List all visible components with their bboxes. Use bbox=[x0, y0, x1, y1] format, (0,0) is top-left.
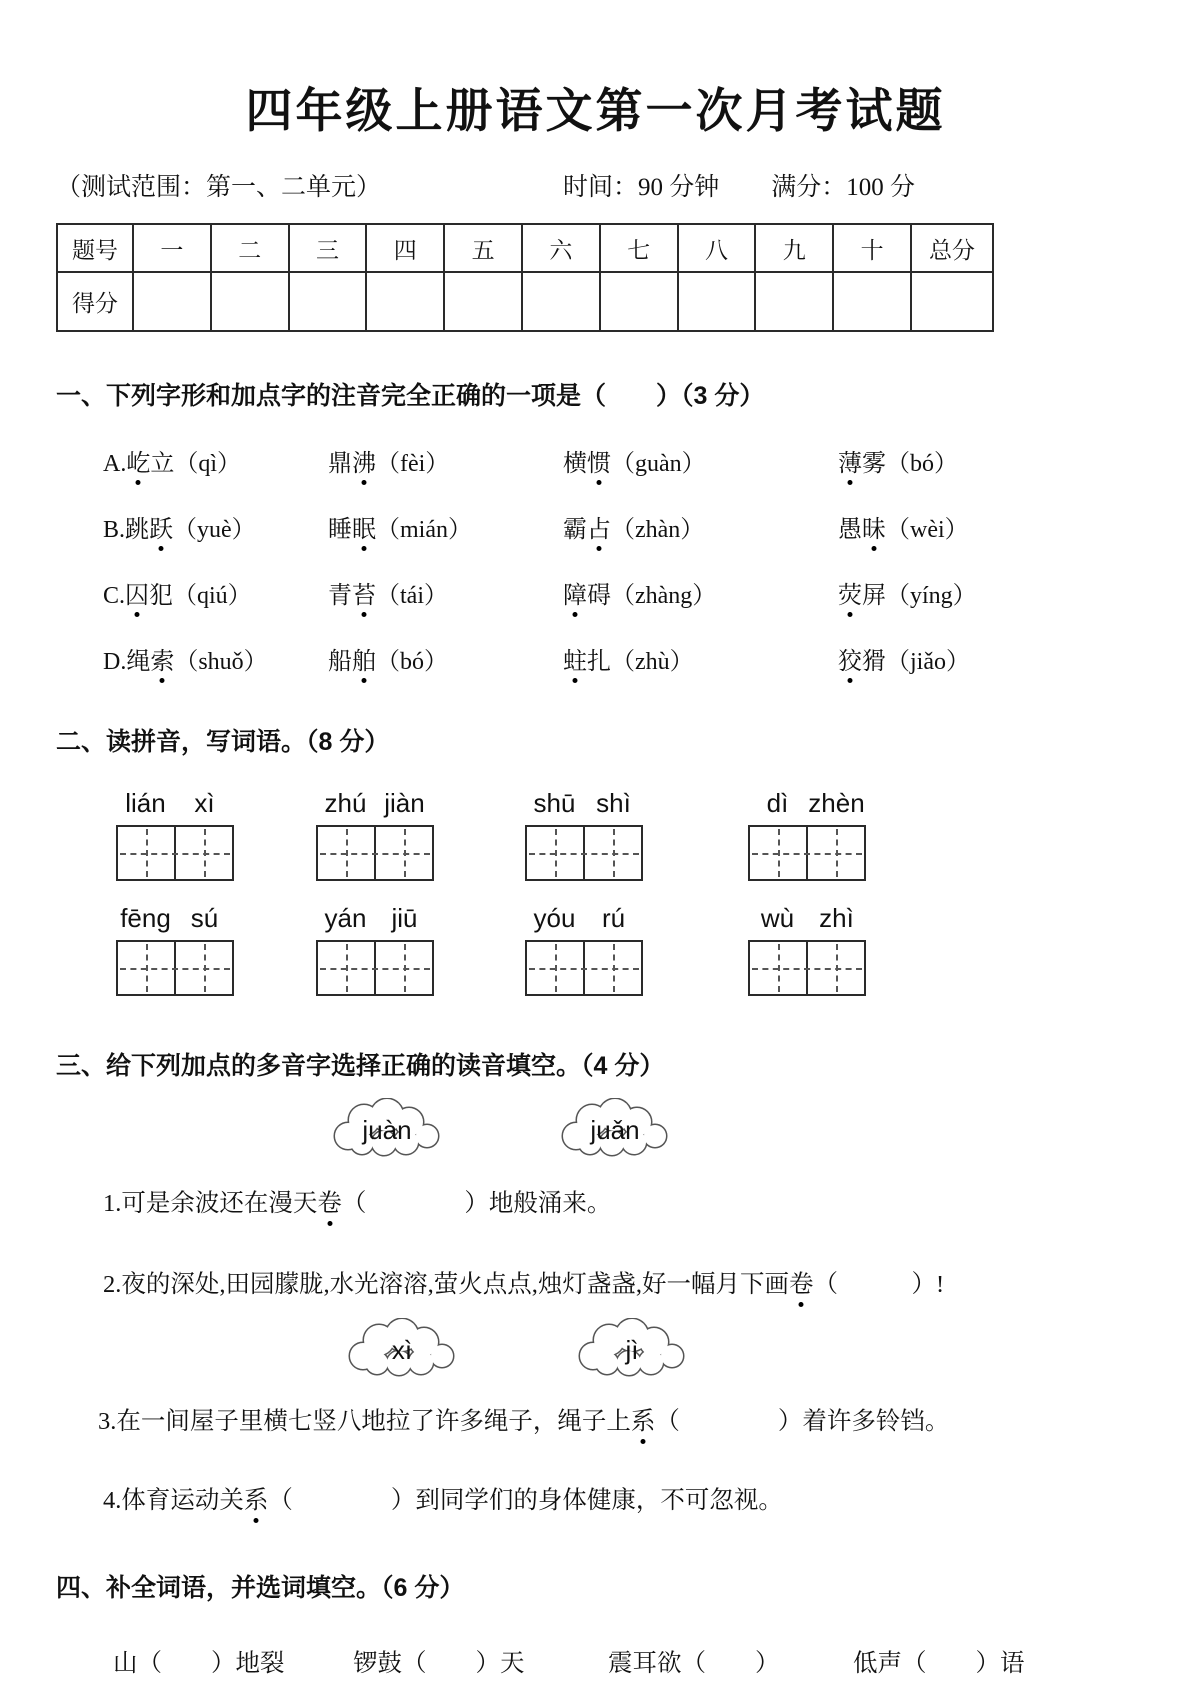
option-word: A.屹立（qì） bbox=[103, 443, 328, 478]
idiom-blank: 锣鼓（ ）天 bbox=[353, 1650, 525, 1677]
test-scope: （测试范围：第一、二单元） bbox=[56, 174, 382, 201]
pinyin-writing-grid bbox=[116, 788, 1135, 996]
writing-box bbox=[525, 825, 643, 881]
pronunciation-clouds-juan bbox=[328, 1098, 1135, 1160]
score-blank-cell bbox=[289, 272, 367, 331]
pronunciation-clouds-xi-ji bbox=[343, 1318, 1135, 1380]
score-header-cell: 一 bbox=[133, 224, 211, 272]
score-blank-cell bbox=[678, 272, 756, 331]
pinyin-word: dì zhèn bbox=[748, 788, 866, 881]
score-header-cell: 九 bbox=[755, 224, 833, 272]
score-header-cell: 四 bbox=[366, 224, 444, 272]
score-header-cell: 八 bbox=[678, 224, 756, 272]
option-word: 横惯（guàn） bbox=[563, 443, 838, 478]
score-table bbox=[56, 223, 994, 332]
cloud-bubble bbox=[328, 1098, 446, 1160]
idiom-blank: 低声（ ）语 bbox=[853, 1650, 1025, 1677]
writing-box bbox=[316, 825, 434, 881]
q3-sentence-4: 4.体育运动关系（ ）到同学们的身体健康，不可忽视。 bbox=[103, 1481, 1135, 1516]
score-blank-cell bbox=[211, 272, 289, 331]
score-blank-cell bbox=[133, 272, 211, 331]
score-header-cell: 五 bbox=[444, 224, 522, 272]
option-row-d bbox=[103, 641, 1135, 676]
score-blank-cell bbox=[833, 272, 911, 331]
score-header-cell: 题号 bbox=[57, 224, 133, 272]
option-word: 障碍（zhàng） bbox=[563, 575, 838, 610]
cloud-pinyin: juǎn bbox=[590, 1115, 640, 1145]
score-header-cell: 二 bbox=[211, 224, 289, 272]
q4-word-items bbox=[113, 1644, 1135, 1679]
option-word: 蛀扎（zhù） bbox=[563, 641, 838, 676]
cloud-bubble bbox=[343, 1318, 461, 1380]
pinyin-word: lián xì bbox=[116, 788, 234, 881]
page-title: 四年级上册语文第一次月考试题 bbox=[245, 84, 946, 137]
pinyin-word: zhú jiàn bbox=[316, 788, 434, 881]
score-blank-cell bbox=[755, 272, 833, 331]
option-word: 船舶（bó） bbox=[328, 641, 563, 676]
writing-box bbox=[116, 940, 234, 996]
idiom-blank: 震耳欲（ ） bbox=[608, 1650, 780, 1677]
q3-sentence-3: 3.在一间屋子里横七竖八地拉了许多绳子，绳子上系（ ）着许多铃铛。 bbox=[98, 1402, 1135, 1437]
score-header-cell: 总分 bbox=[911, 224, 993, 272]
option-word: 鼎沸（fèi） bbox=[328, 443, 563, 478]
question1-heading: 一、下列字形和加点字的注音完全正确的一项是（ ）（3 分） bbox=[56, 382, 765, 410]
option-word: 睡眠（mián） bbox=[328, 509, 563, 544]
pinyin-word: wù zhì bbox=[748, 903, 866, 996]
score-header-cell: 十 bbox=[833, 224, 911, 272]
score-blank-cell bbox=[444, 272, 522, 331]
writing-box bbox=[748, 825, 866, 881]
score-header-cell: 六 bbox=[522, 224, 600, 272]
cloud-pinyin: juàn bbox=[362, 1115, 412, 1145]
score-blank-cell bbox=[600, 272, 678, 331]
pinyin-word: fēng sú bbox=[116, 903, 234, 996]
q3-sentence-2: 2.夜的深处,田园朦胧,水光溶溶,萤火点点,烛灯盏盏,好一幅月下画卷（ ）! bbox=[103, 1265, 1135, 1300]
option-row-c bbox=[103, 575, 1135, 610]
option-row-b bbox=[103, 509, 1135, 544]
option-word: 薄雾（bó） bbox=[838, 443, 1135, 478]
cloud-bubble bbox=[556, 1098, 674, 1160]
score-table-score-row bbox=[57, 272, 993, 331]
pinyin-word: yán jiū bbox=[316, 903, 434, 996]
option-word: B.跳跃（yuè） bbox=[103, 509, 328, 544]
option-word: 愚昧（wèi） bbox=[838, 509, 1135, 544]
score-header-cell: 七 bbox=[600, 224, 678, 272]
option-word: 霸占（zhàn） bbox=[563, 509, 838, 544]
writing-box bbox=[116, 825, 234, 881]
exam-meta bbox=[56, 167, 1135, 203]
score-blank-cell bbox=[366, 272, 444, 331]
option-word: 青苔（tái） bbox=[328, 575, 563, 610]
question2-heading: 二、读拼音，写词语。（8 分） bbox=[56, 728, 390, 756]
pinyin-word: shū shì bbox=[525, 788, 643, 881]
score-header-cell: 三 bbox=[289, 224, 367, 272]
score-blank-cell bbox=[911, 272, 993, 331]
question3-heading: 三、给下列加点的多音字选择正确的读音填空。（4 分） bbox=[56, 1052, 665, 1080]
idiom-blank: 山（ ）地裂 bbox=[113, 1650, 285, 1677]
cloud-pinyin: jì bbox=[625, 1335, 639, 1365]
full-score: 满分：100 分 bbox=[771, 174, 916, 201]
score-blank-cell bbox=[522, 272, 600, 331]
question4-heading: 四、补全词语，并选词填空。（6 分） bbox=[56, 1574, 465, 1602]
writing-box bbox=[748, 940, 866, 996]
option-word: C.囚犯（qiú） bbox=[103, 575, 328, 610]
writing-box bbox=[525, 940, 643, 996]
cloud-bubble bbox=[573, 1318, 691, 1380]
option-word: 狡猾（jiǎo） bbox=[838, 641, 1135, 676]
time-limit: 时间：90 分钟 bbox=[563, 174, 720, 201]
option-word: D.绳索（shuǒ） bbox=[103, 641, 328, 676]
writing-box bbox=[316, 940, 434, 996]
cloud-pinyin: xì bbox=[391, 1335, 413, 1365]
q3-sentence-1: 1.可是余波还在漫天卷（ ）地般涌来。 bbox=[103, 1184, 1135, 1219]
option-row-a bbox=[103, 443, 1135, 478]
score-table-header-row bbox=[57, 224, 993, 272]
score-row-label: 得分 bbox=[57, 272, 133, 331]
option-word: 荧屏（yíng） bbox=[838, 575, 1135, 610]
pinyin-word: yóu rú bbox=[525, 903, 643, 996]
